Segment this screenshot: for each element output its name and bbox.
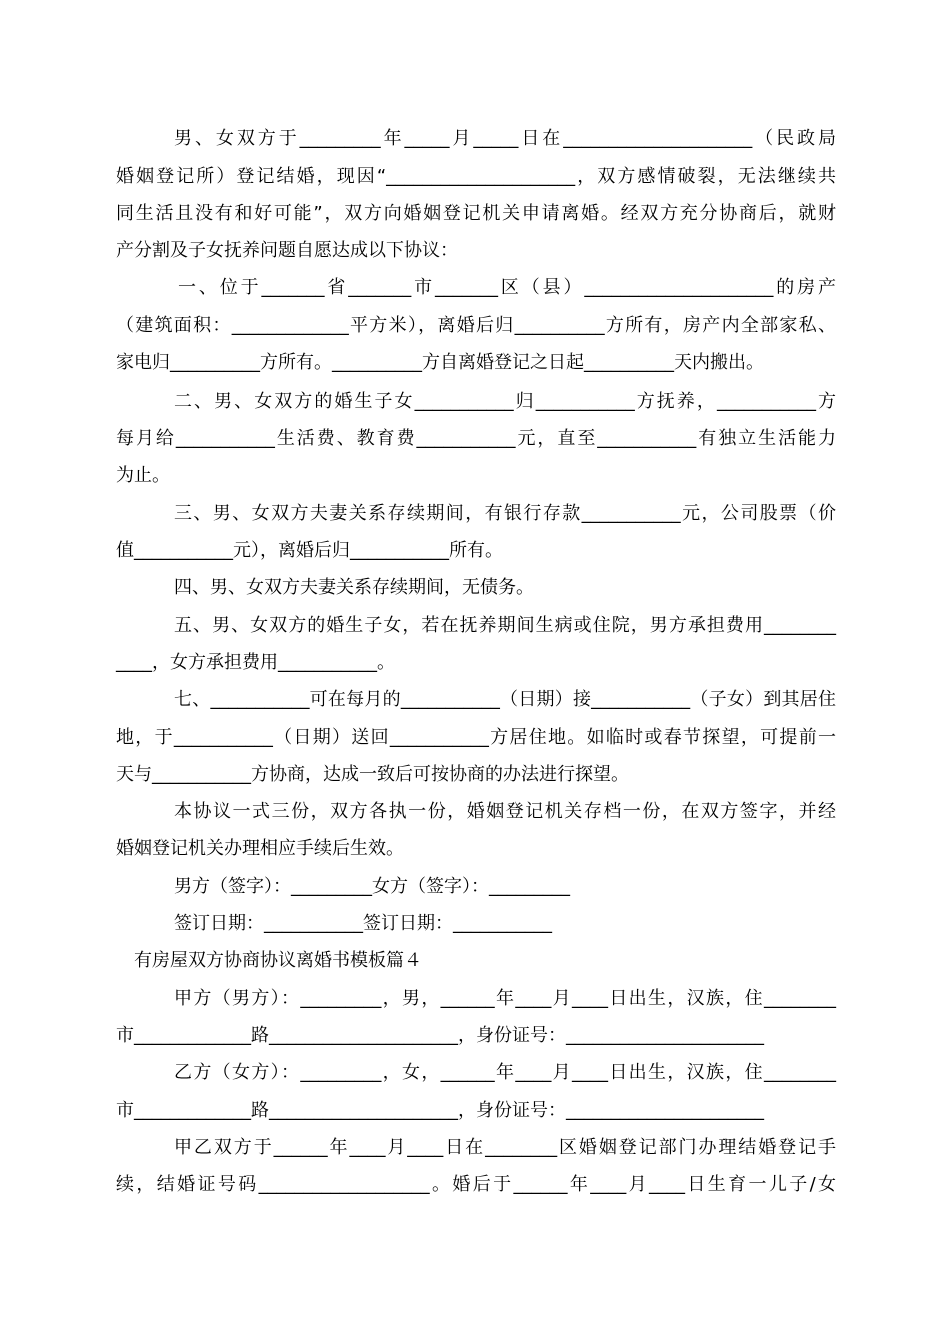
para-1-line-1: 男、女双方于_________年_____月_____日在_____________________（民政局 (174, 128, 836, 149)
marriage-line-1: 甲乙双方于______年____月____日在________区婚姻登记部门办理结婚登记手 (174, 1137, 836, 1158)
clause-2-line-1: 二、男、女双方的婚生子女___________归___________方抚养，___________方 (174, 391, 836, 412)
validity-line-1: 本协议一式三份，双方各执一份，婚姻登记机关存档一份，在双方签字，并经 (174, 801, 836, 822)
clause-4: 四、男、女双方夫妻关系存续期间，无债务。 (174, 577, 534, 598)
clause-2-line-2: 每月给___________生活费、教育费___________元，直至___________有独立生活能力 (116, 428, 836, 449)
marriage-line-2: 续，结婚证号码___________________。婚后于______年____月____日生育一儿子/女 (116, 1174, 836, 1195)
sign-date-line: 签订日期：___________签订日期：___________ (174, 913, 552, 934)
clause-7-line-1: 七、___________可在每月的___________（日期）接___________（子女）到其居住 (174, 689, 836, 710)
party-a-line-2: 市_____________路_____________________，身份证号：______________________ (116, 1025, 764, 1046)
clause-3-line-1: 三、男、女双方夫妻关系存续期间，有银行存款___________元，公司股票（价 (174, 503, 836, 524)
para-1-line-2: 婚姻登记所）登记结婚，现因“_____________________，双方感情破裂，无法继续共 (116, 166, 836, 187)
clause-7-line-2: 地，于___________（日期）送回___________方居住地。如临时或春节探望，可提前一 (116, 727, 836, 748)
party-b-line-2: 市_____________路_____________________，身份证号：______________________ (116, 1100, 764, 1121)
clause-1-line-1: 一、位于_______省_______市_______区（县）_____________________的房产 (178, 277, 836, 298)
signature-line: 男方（签字）：_________女方（签字）：_________ (174, 876, 570, 897)
clause-5-line-1: 五、男、女双方的婚生子女，若在抚养期间生病或住院，男方承担费用________ (174, 615, 836, 636)
para-1-line-3: 同生活且没有和好可能”，双方向婚姻登记机关申请离婚。经双方充分协商后，就财 (116, 203, 836, 224)
clause-5-line-2: ____，女方承担费用___________。 (116, 652, 395, 673)
clause-7-line-3: 天与___________方协商，达成一致后可按协商的办法进行探望。 (116, 764, 629, 785)
clause-2-line-3: 为止。 (116, 465, 170, 486)
party-a-line-1: 甲方（男方）：_________，男，______年____月____日出生，汉族，住________ (174, 988, 836, 1009)
clause-1-line-3: 家电归__________方所有。__________方自离婚登记之日起__________天内搬出。 (116, 352, 764, 373)
clause-3-line-2: 值___________元），离婚后归___________所有。 (116, 540, 503, 561)
validity-line-2: 婚姻登记机关办理相应手续后生效。 (116, 838, 404, 859)
para-1-line-4: 产分割及子女抚养问题自愿达成以下协议： (116, 240, 458, 261)
clause-1-line-2: （建筑面积：_____________平方米），离婚后归__________方所有，房产内全部家私、 (116, 315, 836, 336)
party-b-line-1: 乙方（女方）：_________，女，______年____月____日出生，汉族，住________ (174, 1062, 836, 1083)
section-heading: 有房屋双方协商协议离婚书模板篇４ (134, 950, 422, 971)
